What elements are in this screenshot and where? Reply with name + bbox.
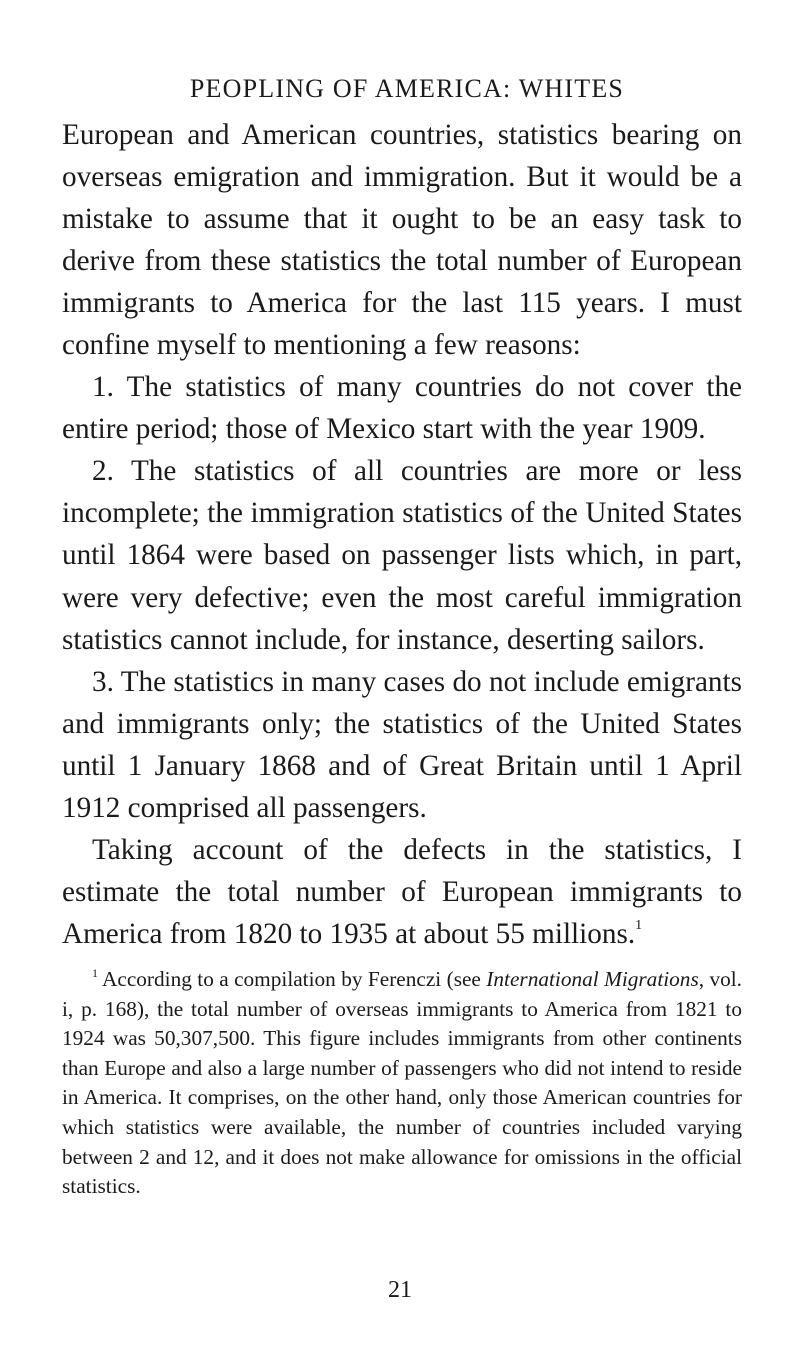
footnote-text-before: According to a compilation by Ferenczi (see: [102, 966, 481, 991]
footnote-marker: 1: [92, 965, 98, 980]
paragraph-reason-2: 2. The statistics of all countries are more or less incomplete; the immigration statistics of the United States until 1864 were based on passenger lists which, in part, were very defective; even the most careful immigration statistics cannot include, for instance, deserting sailors.: [62, 455, 742, 656]
footnote-cited-title: International Migrations: [486, 966, 699, 991]
body-text: [62, 114, 742, 955]
footnote: [62, 965, 742, 1202]
paragraph-estimate: [62, 829, 742, 955]
paragraph-reason-3: 3. The statistics in many cases do not include emigrants and immigrants only; the statistics of the United States until 1 January 1868 and of Great Britain until 1 April 1912 comprised all passengers.: [62, 665, 742, 824]
book-page: [62, 76, 742, 1202]
footnote-reference[interactable]: 1: [635, 917, 643, 933]
paragraph-continuation: European and American countries, statistics bearing on overseas emigration and immigration. But it would be a mistake to assume that it ought to be an easy task to derive from these statistics the total number of European immigrants to America for the last 115 years. I must confine myself to mentioning a few reasons:: [62, 119, 742, 362]
page-number: 21: [388, 1277, 412, 1303]
running-head: PEOPLING OF AMERICA: WHITES: [189, 74, 625, 103]
footnote-text-after: , vol. i, p. 168), the total number of overseas immigrants to America from 1821 to 1924 was 50,307,500. This figure includes immigrants from other continents than Europe and also a large number of passengers who did not intend to reside in America. It comprises, on the other hand, only those American countries for which statistics were available, the number of countries included varying between 2 and 12, and it does not make allowance for omissions in the official statistics.: [62, 966, 743, 1199]
paragraph-reason-1: 1. The statistics of many countries do not cover the entire period; those of Mexico start with the year 1909.: [62, 371, 742, 446]
paragraph-estimate-text: Taking account of the defects in the statistics, I estimate the total number of European immigrants to America from 1820 to 1935 at about 55 millions.: [62, 833, 742, 950]
